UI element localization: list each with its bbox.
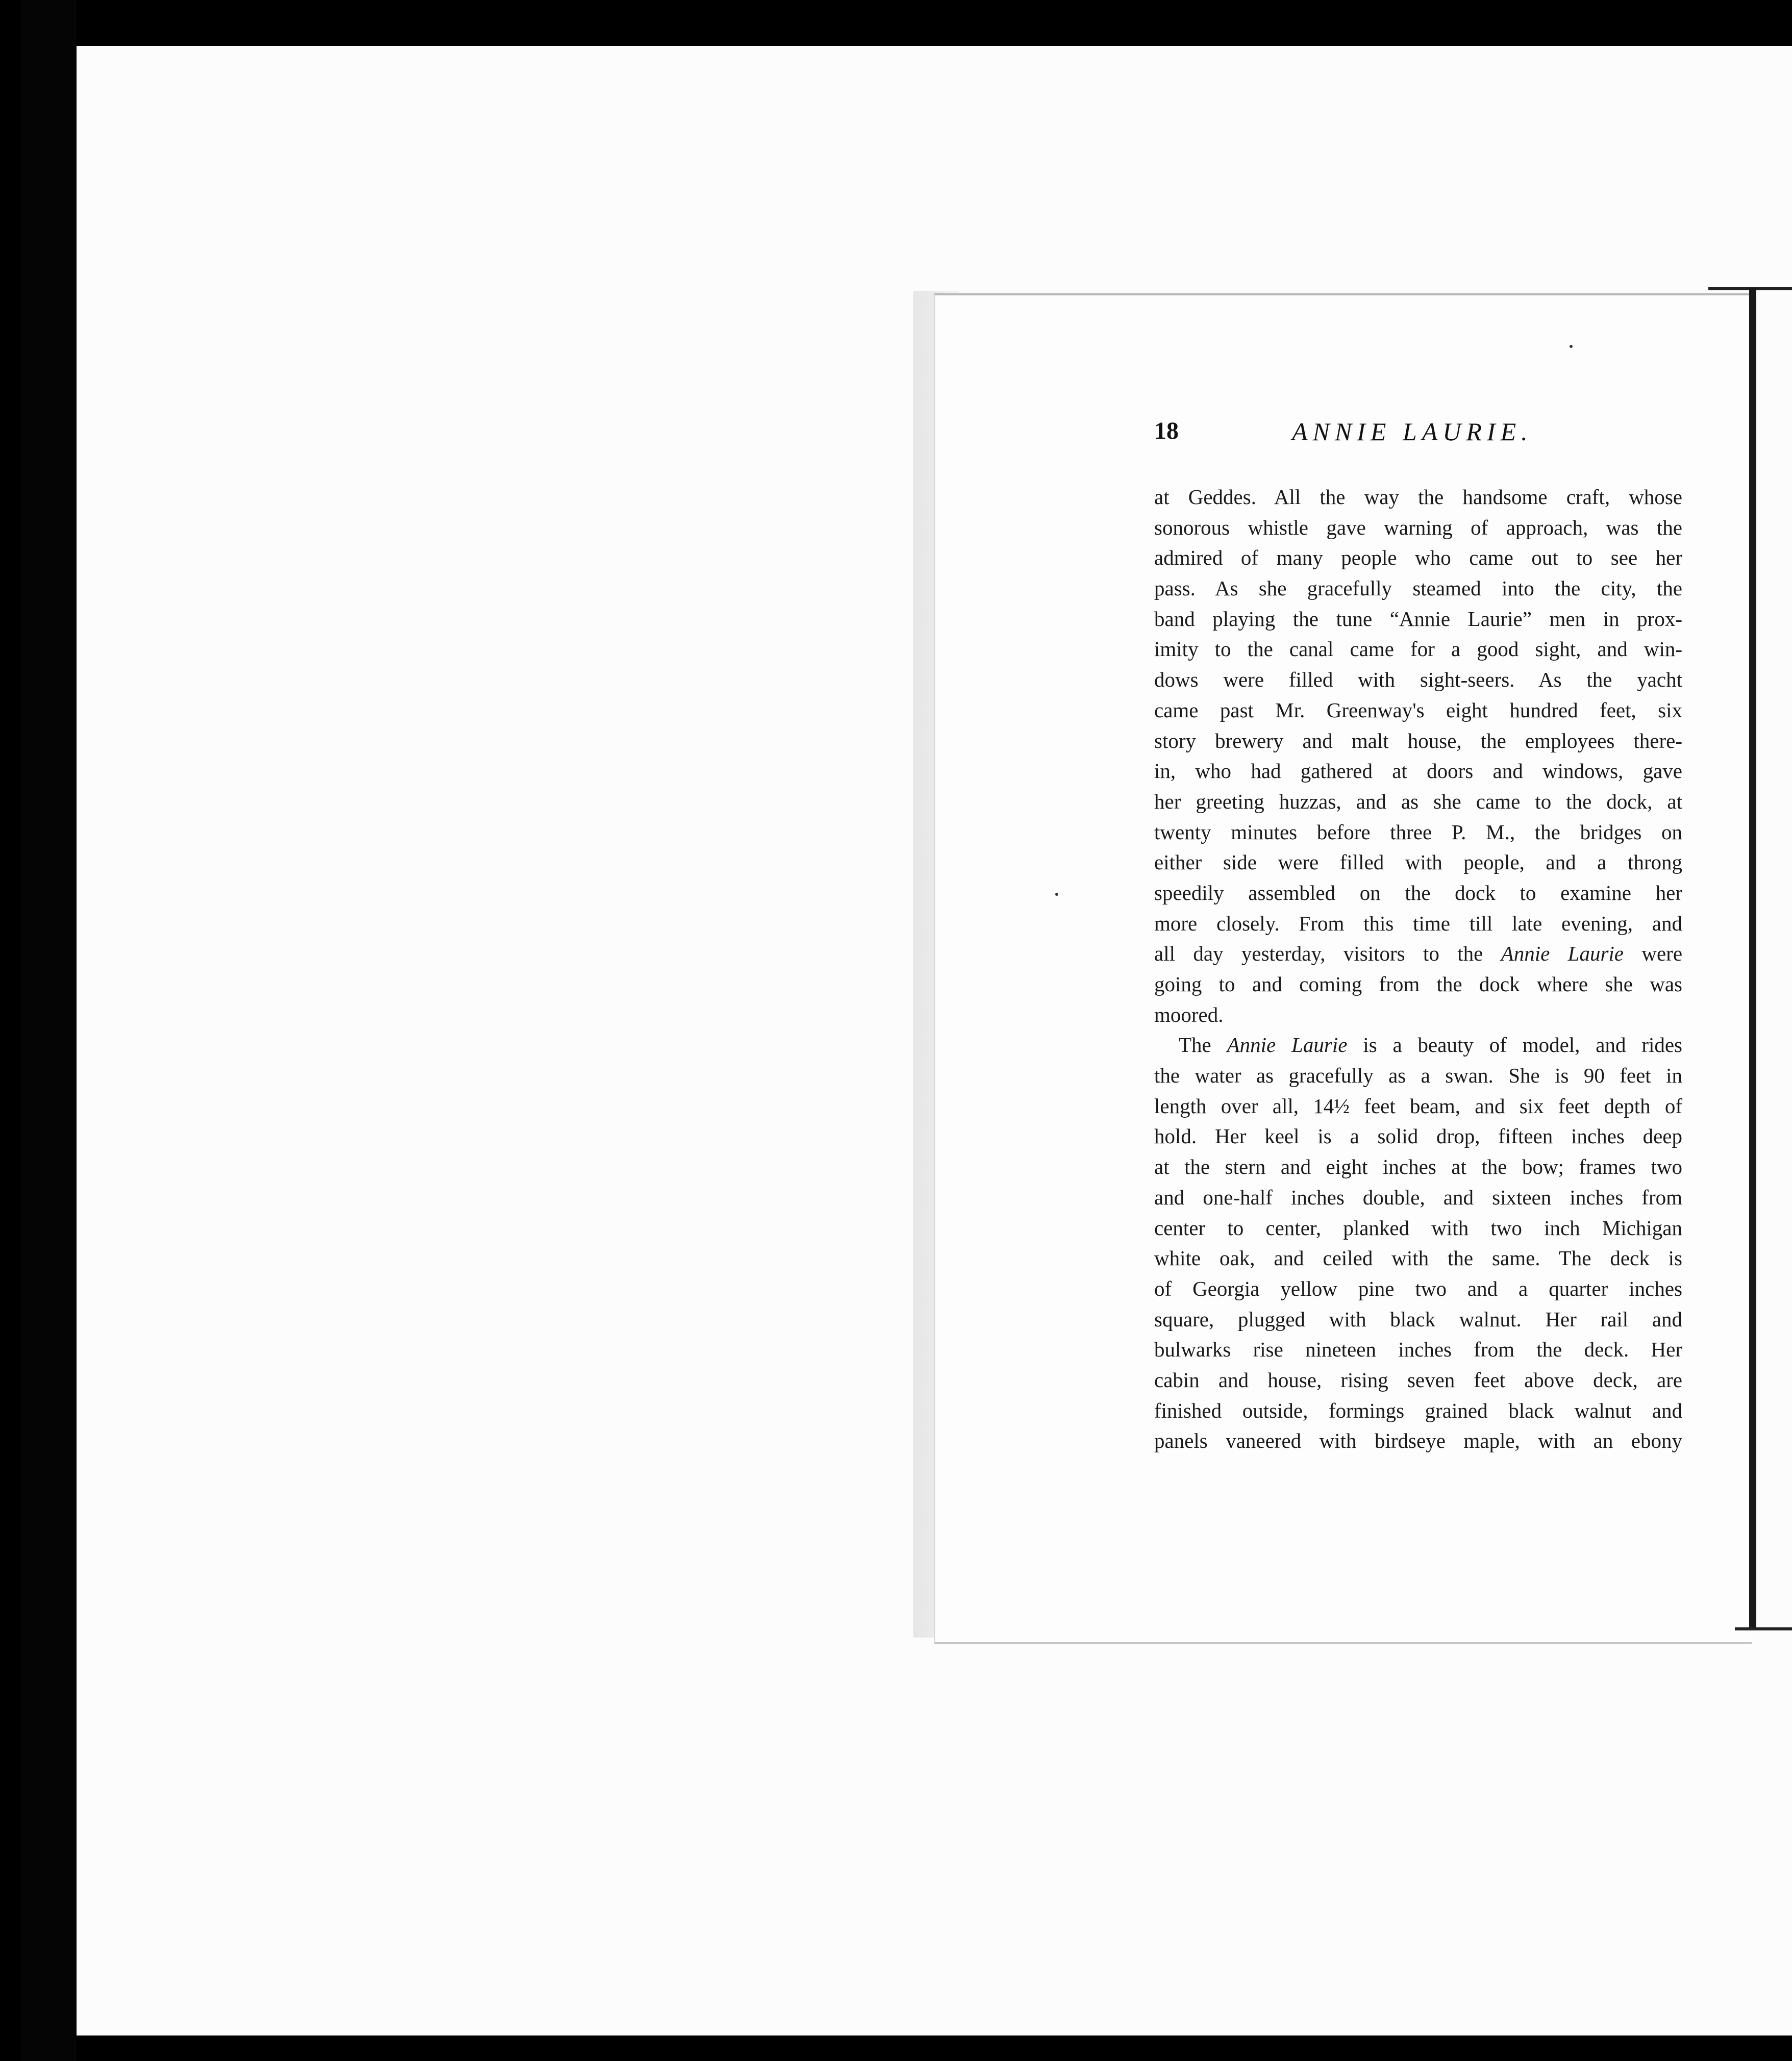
text-line: imity to the canal came for a good sight, and win- [1154, 637, 1682, 661]
text-line: either side were filled with people, and a throng [1154, 850, 1682, 874]
text-line: panels vaneered with birdseye maple, with an ebony [1154, 1429, 1682, 1453]
running-title: ANNIE LAURIE. [1292, 417, 1533, 446]
page-number: 18 [1154, 417, 1179, 444]
text-line [1154, 939, 1682, 969]
scan-speck [1055, 893, 1058, 896]
text-line: square, plugged with black walnut. Her rail and [1154, 1307, 1682, 1331]
text-line: story brewery and malt house, the employees there- [1154, 728, 1682, 752]
text-line: of Georgia yellow pine two and a quarter inches [1154, 1276, 1682, 1300]
text-line: speedily assembled on the dock to examine her [1154, 881, 1682, 904]
text-line: her greeting huzzas, and as she came to the dock, at [1154, 789, 1682, 813]
scan-speck [1570, 345, 1573, 348]
text-line: sonorous whistle gave warning of approach, was the [1154, 515, 1682, 539]
text-line: in, who had gathered at doors and windows, gave [1154, 759, 1682, 783]
text-line: white oak, and ceiled with the same. The deck is [1154, 1246, 1682, 1270]
text-run: were [1641, 942, 1683, 966]
text-line: band playing the tune “Annie Laurie” men in prox- [1154, 607, 1682, 631]
text-line: cabin and house, rising seven feet above deck, are [1154, 1368, 1682, 1392]
text-line: moored. [1154, 1002, 1224, 1026]
paragraph [1154, 1030, 1682, 1456]
text-run: The [1179, 1033, 1211, 1057]
text-line: pass. As she gracefully steamed into the city, the [1154, 576, 1682, 600]
text-line: going to and coming from the dock where she was [1154, 972, 1682, 996]
scan-left-edge [20, 0, 77, 2061]
text-line: hold. Her keel is a solid drop, fifteen inches deep [1154, 1124, 1682, 1148]
text-line [1154, 1030, 1682, 1061]
text-line: the water as gracefully as a swan. She is 90 feet in [1154, 1064, 1682, 1088]
text-line: dows were filled with sight-seers. As the yacht [1154, 668, 1682, 692]
text-line: at the stern and eight inches at the bow; frames two [1154, 1155, 1682, 1179]
text-line: came past Mr. Greenway's eight hundred feet, six [1154, 698, 1682, 722]
text-line: and one-half inches double, and sixteen inches from [1154, 1185, 1682, 1209]
text-line: more closely. From this time till late evening, and [1154, 911, 1682, 935]
text-line: twenty minutes before three P. M., the bridges on [1154, 820, 1682, 844]
spine-bottom-edge [1735, 1627, 1792, 1630]
text-line: bulwarks rise nineteen inches from the deck. Her [1154, 1338, 1682, 1362]
book-spine-edge [1749, 288, 1756, 1630]
running-header [1154, 417, 1685, 458]
text-line: admired of many people who came out to see her [1154, 546, 1682, 570]
text-line: at Geddes. All the way the handsome craft, whose [1154, 485, 1682, 509]
text-run: all day yesterday, visitors to the [1154, 942, 1483, 966]
text-run: is a beauty of model, and rides [1363, 1033, 1683, 1057]
text-line: center to center, planked with two inch Michigan [1154, 1216, 1682, 1240]
text-line: finished outside, formings grained black walnut and [1154, 1398, 1682, 1422]
paragraph [1154, 482, 1682, 1030]
text-line: length over all, 14½ feet beam, and six feet depth of [1154, 1094, 1682, 1118]
vessel-name: Annie Laurie [1227, 1033, 1348, 1057]
vessel-name: Annie Laurie [1501, 942, 1624, 966]
body-text [1154, 482, 1682, 1456]
